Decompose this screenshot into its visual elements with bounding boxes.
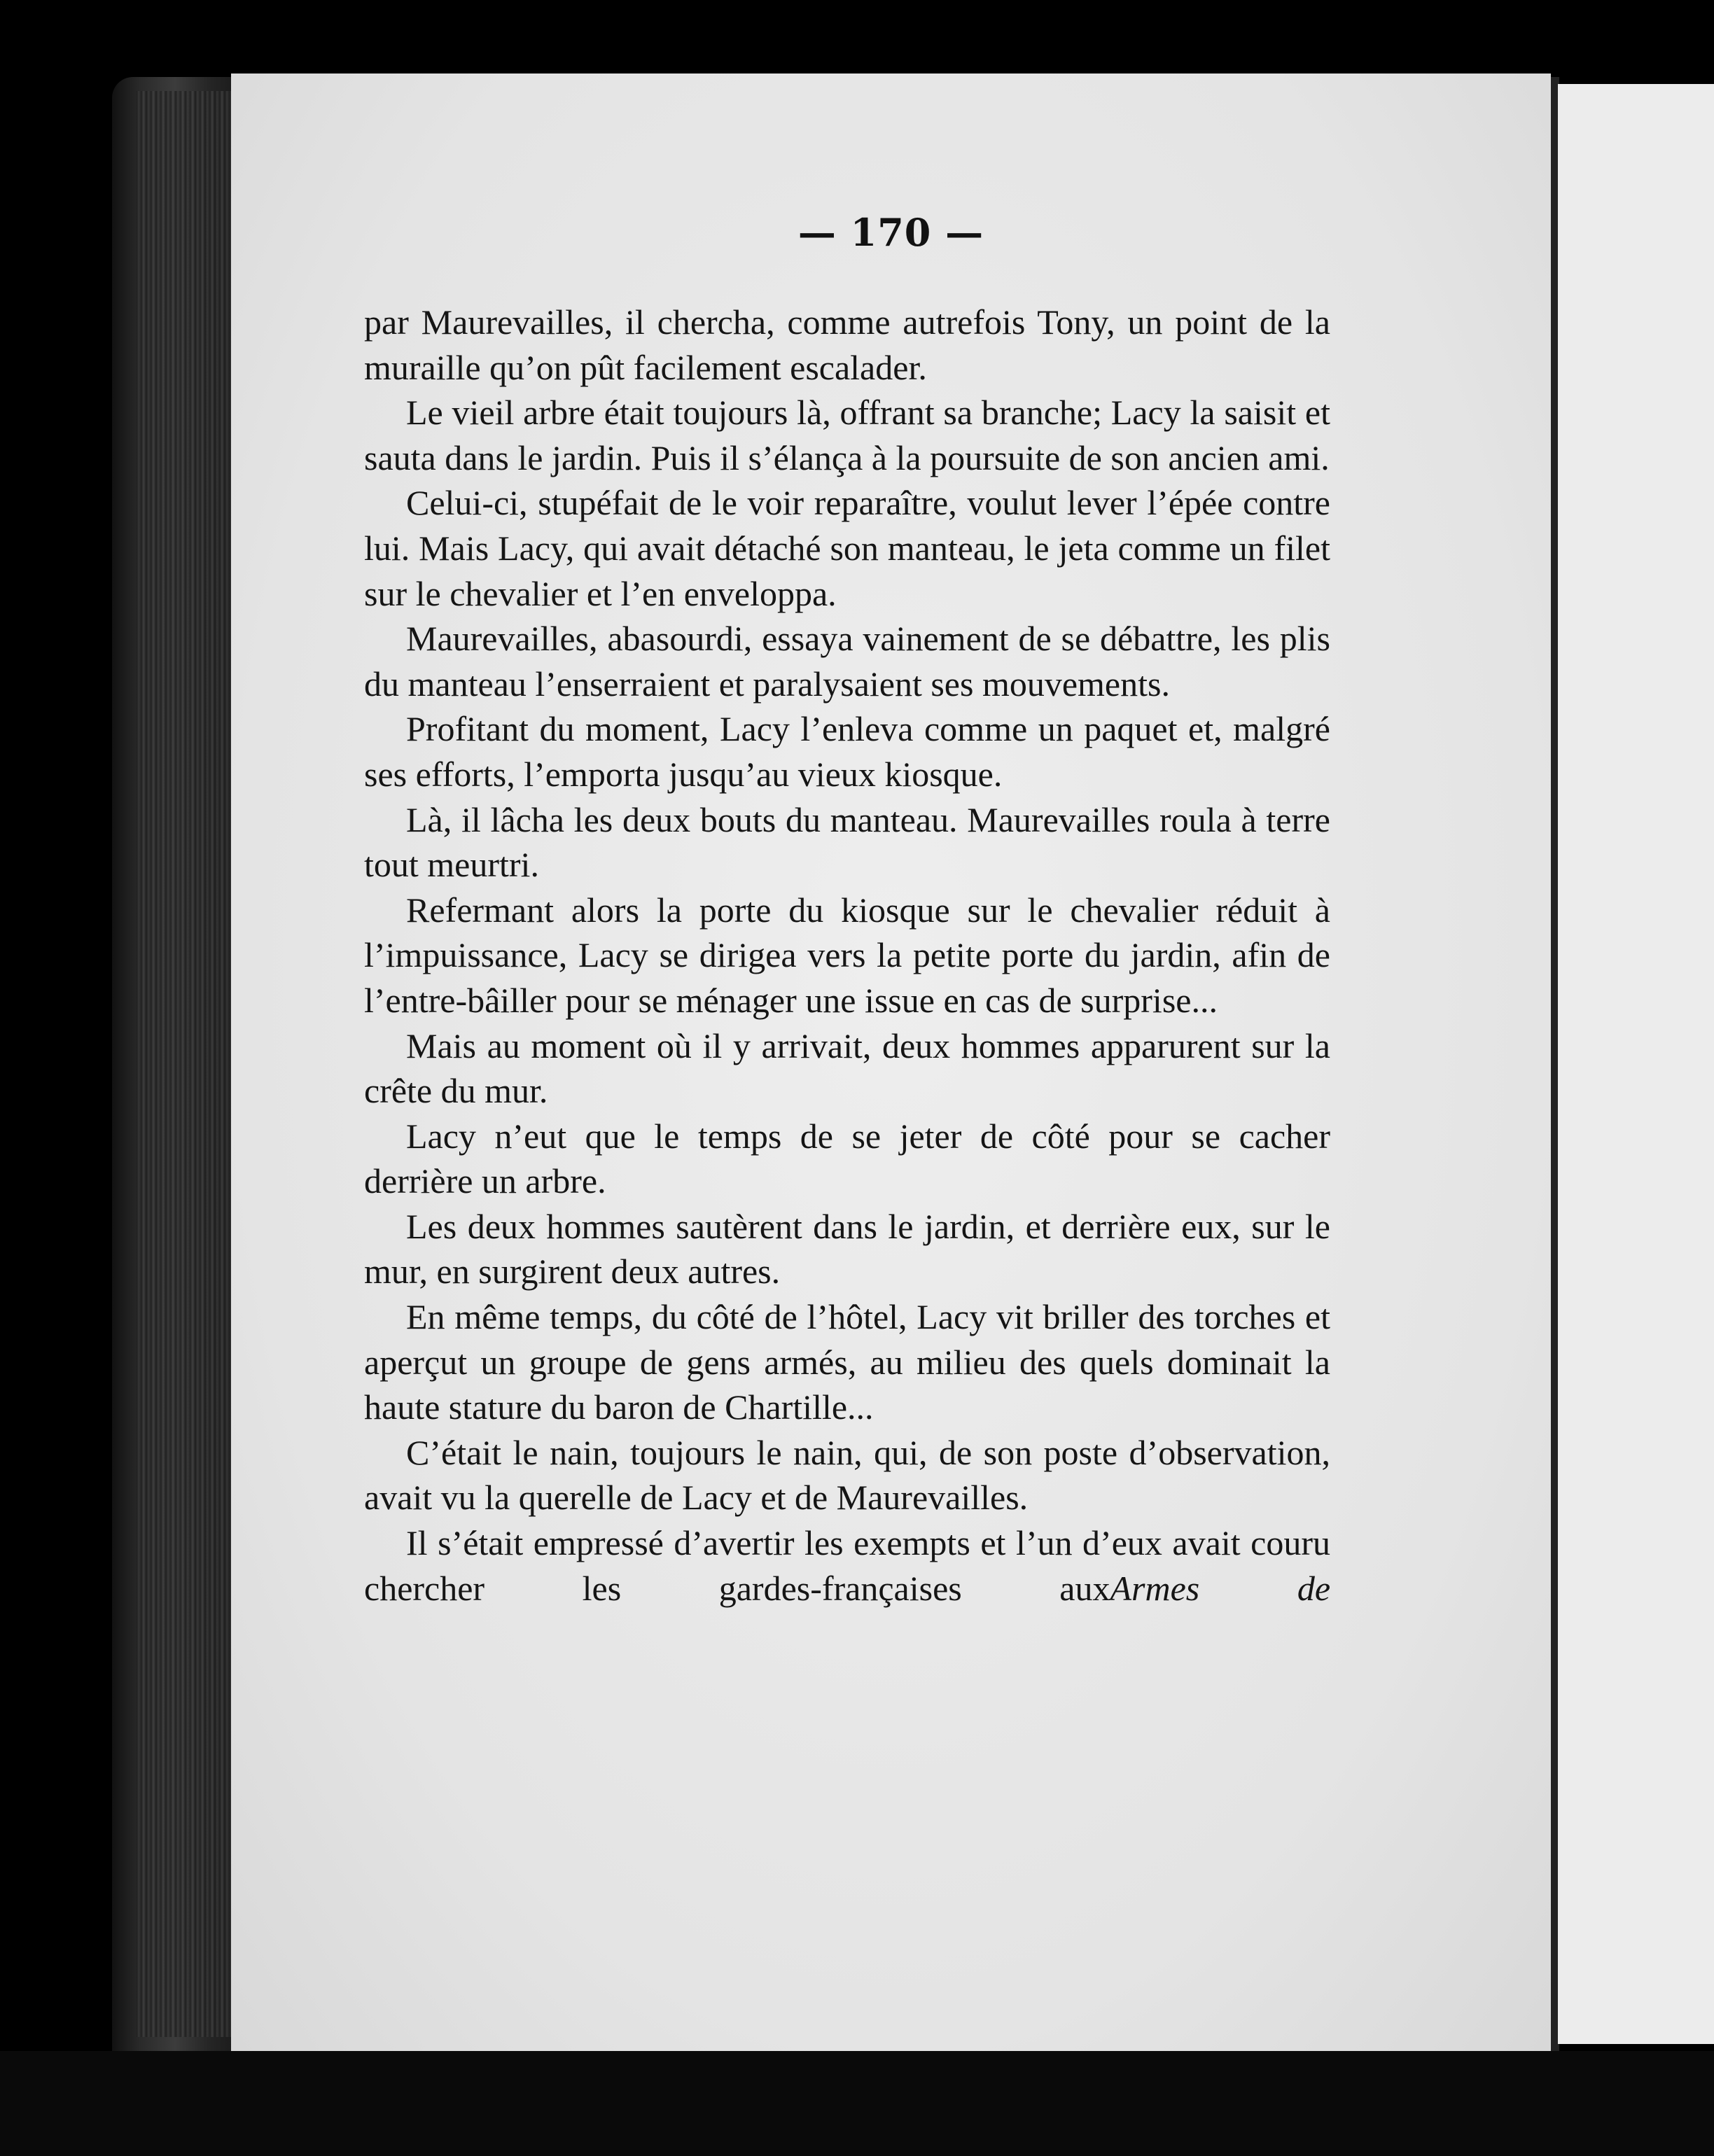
paragraph: Celui-ci, stupéfait de le voir reparaître, voulut lever l’épée contre lui. Mais Lacy, qui avait détaché son manteau, le jeta comme un filet sur le chevalier et l’en enveloppa. xyxy=(364,483,1330,613)
paragraph: Refermant alors la porte du kiosque sur le chevalier réduit à l’impuissance, Lacy se dirigea vers la petite porte du jardin, afin de l’entre-bâiller pour se ménager une issue en cas de surprise... xyxy=(364,890,1330,1020)
paragraph: Mais au moment où il y arrivait, deux hommes apparurent sur la crête du mur. xyxy=(364,1026,1330,1111)
scan-background xyxy=(0,2051,1714,2156)
paragraph-last xyxy=(364,1520,1330,1611)
paragraph-last-text: Il s’était empressé d’avertir les exempts et l’un d’eux avait couru chercher les gardes-françaises aux xyxy=(364,1523,1330,1608)
page-edges xyxy=(137,91,235,2037)
facing-page-edge xyxy=(1558,84,1714,2044)
paragraph: par Maurevailles, il chercha, comme autrefois Tony, un point de la muraille qu’on pût facilement escalader. xyxy=(364,302,1330,387)
page-number: — 170 — xyxy=(797,210,984,255)
paragraph: Maurevailles, abasourdi, essaya vainement de se débattre, les plis du manteau l’enserraient et paralysaient ses mouvements. xyxy=(364,619,1330,704)
paragraph: Profitant du moment, Lacy l’enleva comme un paquet et, malgré ses efforts, l’emporta jusqu’au vieux kiosque. xyxy=(364,709,1330,794)
paragraph: Le vieil arbre était toujours là, offrant sa branche; Lacy la saisit et sauta dans le jardin. Puis il s’élança à la poursuite de son ancien ami. xyxy=(364,393,1330,477)
italic-phrase: Armes de xyxy=(1110,1568,1331,1608)
paragraph: Lacy n’eut que le temps de se jeter de côté pour se cacher derrière un arbre. xyxy=(364,1116,1330,1201)
paragraph: Les deux hommes sautèrent dans le jardin, et derrière eux, sur le mur, en surgirent deux autres. xyxy=(364,1206,1330,1292)
paragraph: C’était le nain, toujours le nain, qui, de son poste d’observation, avait vu la querelle de Lacy et de Maurevailles. xyxy=(364,1432,1330,1518)
paragraph: En même temps, du côté de l’hôtel, Lacy vit briller des torches et aperçut un groupe de gens armés, au milieu des quels dominait la haute stature du baron de Chartille... xyxy=(364,1297,1330,1427)
page-body-text xyxy=(364,300,1330,1611)
paragraph: Là, il lâcha les deux bouts du manteau. Maurevailles roula à terre tout meurtri. xyxy=(364,799,1330,885)
